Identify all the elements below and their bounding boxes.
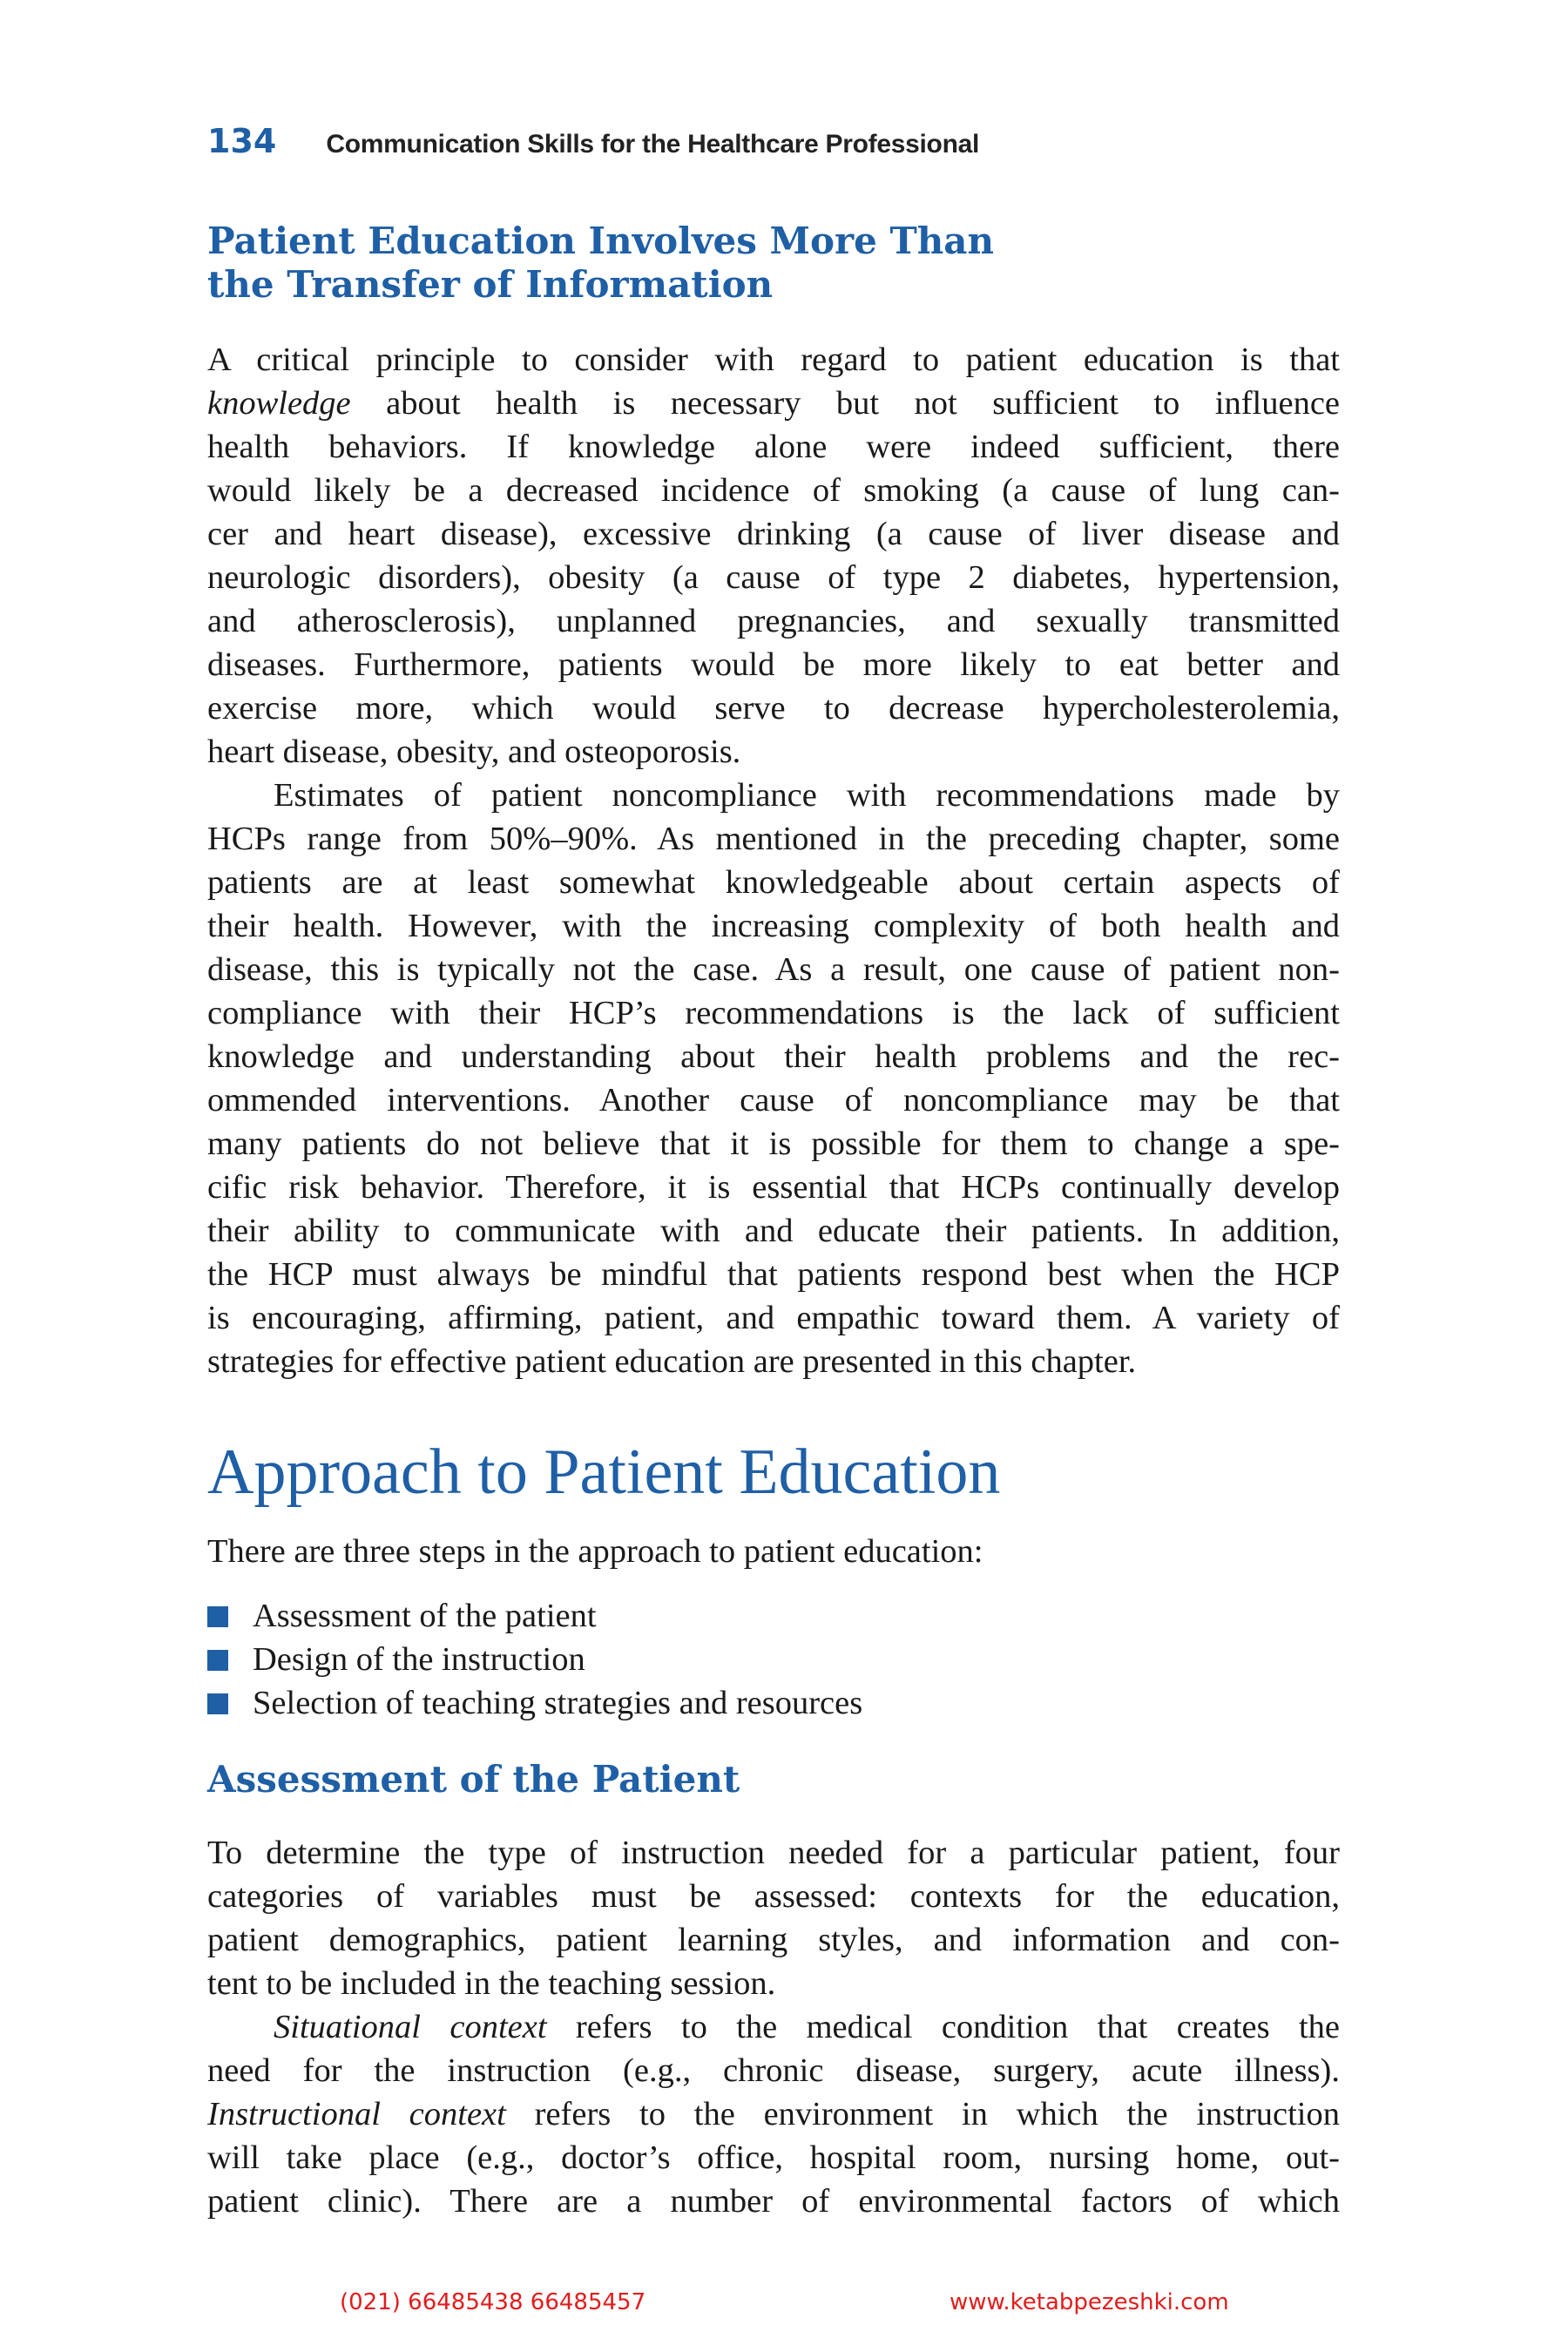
text-line: their ability to communicate with and educate their patients. In addition, — [207, 1213, 1340, 1249]
paragraph-knowledge — [207, 338, 1340, 774]
italic-term: Situational context — [274, 2009, 547, 2045]
text-line: health behaviors. If knowledge alone were indeed sufficient, there — [207, 429, 1340, 465]
text-line: categories of variables must be assessed: contexts for the education, — [207, 1878, 1340, 1915]
list-item-text: Design of the instruction — [253, 1641, 585, 1678]
italic-term: knowledge — [207, 385, 351, 422]
footer-url[interactable]: www.ketabpezeshki.com — [950, 2289, 1229, 2315]
text-line: There are three steps in the approach to patient education: — [207, 1533, 983, 1570]
italic-term: Instructional context — [207, 2096, 506, 2132]
text-line: need for the instruction (e.g., chronic disease, surgery, acute illness). — [207, 2052, 1340, 2089]
text-run: refers to the environment in which the instruction — [505, 2096, 1341, 2132]
text-line: strategies for effective patient education are presented in this chapter. — [207, 1343, 1137, 1380]
section-heading-assessment — [207, 1758, 740, 1801]
footer-phone: (021) 66485438 66485457 — [340, 2289, 646, 2315]
list-item — [207, 1681, 862, 1725]
section-heading-approach: Approach to Patient Education — [207, 1436, 1001, 1508]
text-line: disease, this is typically not the case. As a result, one cause of patient non- — [207, 951, 1340, 988]
paragraph-context — [207, 2005, 1340, 2223]
text-line: exercise more, which would serve to decrease hypercholesterolemia, — [207, 690, 1340, 727]
steps-list — [207, 1594, 862, 1725]
list-item-text: Assessment of the patient — [253, 1598, 597, 1634]
text-line: To determine the type of instruction needed for a particular patient, four — [207, 1835, 1340, 1871]
square-bullet-icon — [207, 1650, 228, 1671]
heading-line: the Transfer of Information — [207, 263, 774, 306]
section-heading-patient-education — [207, 220, 994, 307]
page-number: 134 — [207, 122, 277, 160]
text-line: diseases. Furthermore, patients would be more likely to eat better and — [207, 646, 1340, 683]
text-line: neurologic disorders), obesity (a cause of type 2 diabetes, hypertension, — [207, 559, 1340, 596]
text-line: A critical principle to consider with regard to patient education is that — [207, 341, 1340, 378]
list-item — [207, 1638, 862, 1681]
paragraph-noncompliance — [207, 774, 1340, 1383]
text-run: refers to the medical condition that creates the — [546, 2009, 1340, 2045]
text-line: ommended interventions. Another cause of noncompliance may be that — [207, 1082, 1340, 1119]
list-item — [207, 1594, 862, 1638]
heading-line: Patient Education Involves More Than — [207, 220, 994, 262]
text-line: compliance with their HCP’s recommendations is the lack of sufficient — [207, 995, 1340, 1031]
text-line: patients are at least somewhat knowledgeable about certain aspects of — [207, 864, 1340, 901]
text-line — [207, 2092, 1340, 2136]
text-line: patient demographics, patient learning styles, and information and con- — [207, 1922, 1340, 1958]
text-line — [207, 2005, 1340, 2049]
heading-line: Assessment of the Patient — [207, 1758, 740, 1801]
text-line: would likely be a decreased incidence of smoking (a cause of lung can- — [207, 472, 1340, 509]
text-line: Estimates of patient noncompliance with recommendations made by — [274, 777, 1340, 814]
text-line: knowledge and understanding about their health problems and the rec- — [207, 1038, 1340, 1075]
approach-intro — [207, 1530, 1340, 1573]
text-line: cific risk behavior. Therefore, it is essential that HCPs continually develop — [207, 1169, 1340, 1206]
paragraph-assessment — [207, 1831, 1340, 2005]
text-line: is encouraging, affirming, patient, and empathic toward them. A variety of — [207, 1300, 1340, 1336]
square-bullet-icon — [207, 1693, 228, 1714]
text-line: their health. However, with the increasing complexity of both health and — [207, 908, 1340, 944]
text-line: HCPs range from 50%–90%. As mentioned in the preceding chapter, some — [207, 821, 1340, 857]
text-line — [207, 382, 1340, 425]
book-title: Communication Skills for the Healthcare Professional — [326, 130, 980, 159]
text-run: about health is necessary but not sufficient to influence — [350, 385, 1340, 422]
text-line: will take place (e.g., doctor’s office, hospital room, nursing home, out- — [207, 2139, 1340, 2176]
list-item-text: Selection of teaching strategies and resources — [253, 1685, 863, 1721]
text-line: cer and heart disease), excessive drinking (a cause of liver disease and — [207, 516, 1340, 552]
square-bullet-icon — [207, 1606, 228, 1627]
text-line: patient clinic). There are a number of environmental factors of which — [207, 2183, 1340, 2220]
text-line: many patients do not believe that it is possible for them to change a spe- — [207, 1125, 1340, 1162]
text-line: the HCP must always be mindful that patients respond best when the HCP — [207, 1256, 1340, 1293]
text-line: and atherosclerosis), unplanned pregnancies, and sexually transmitted — [207, 603, 1340, 639]
running-head — [207, 122, 979, 160]
text-line: tent to be included in the teaching session. — [207, 1965, 776, 2002]
text-line: heart disease, obesity, and osteoporosis. — [207, 733, 741, 770]
